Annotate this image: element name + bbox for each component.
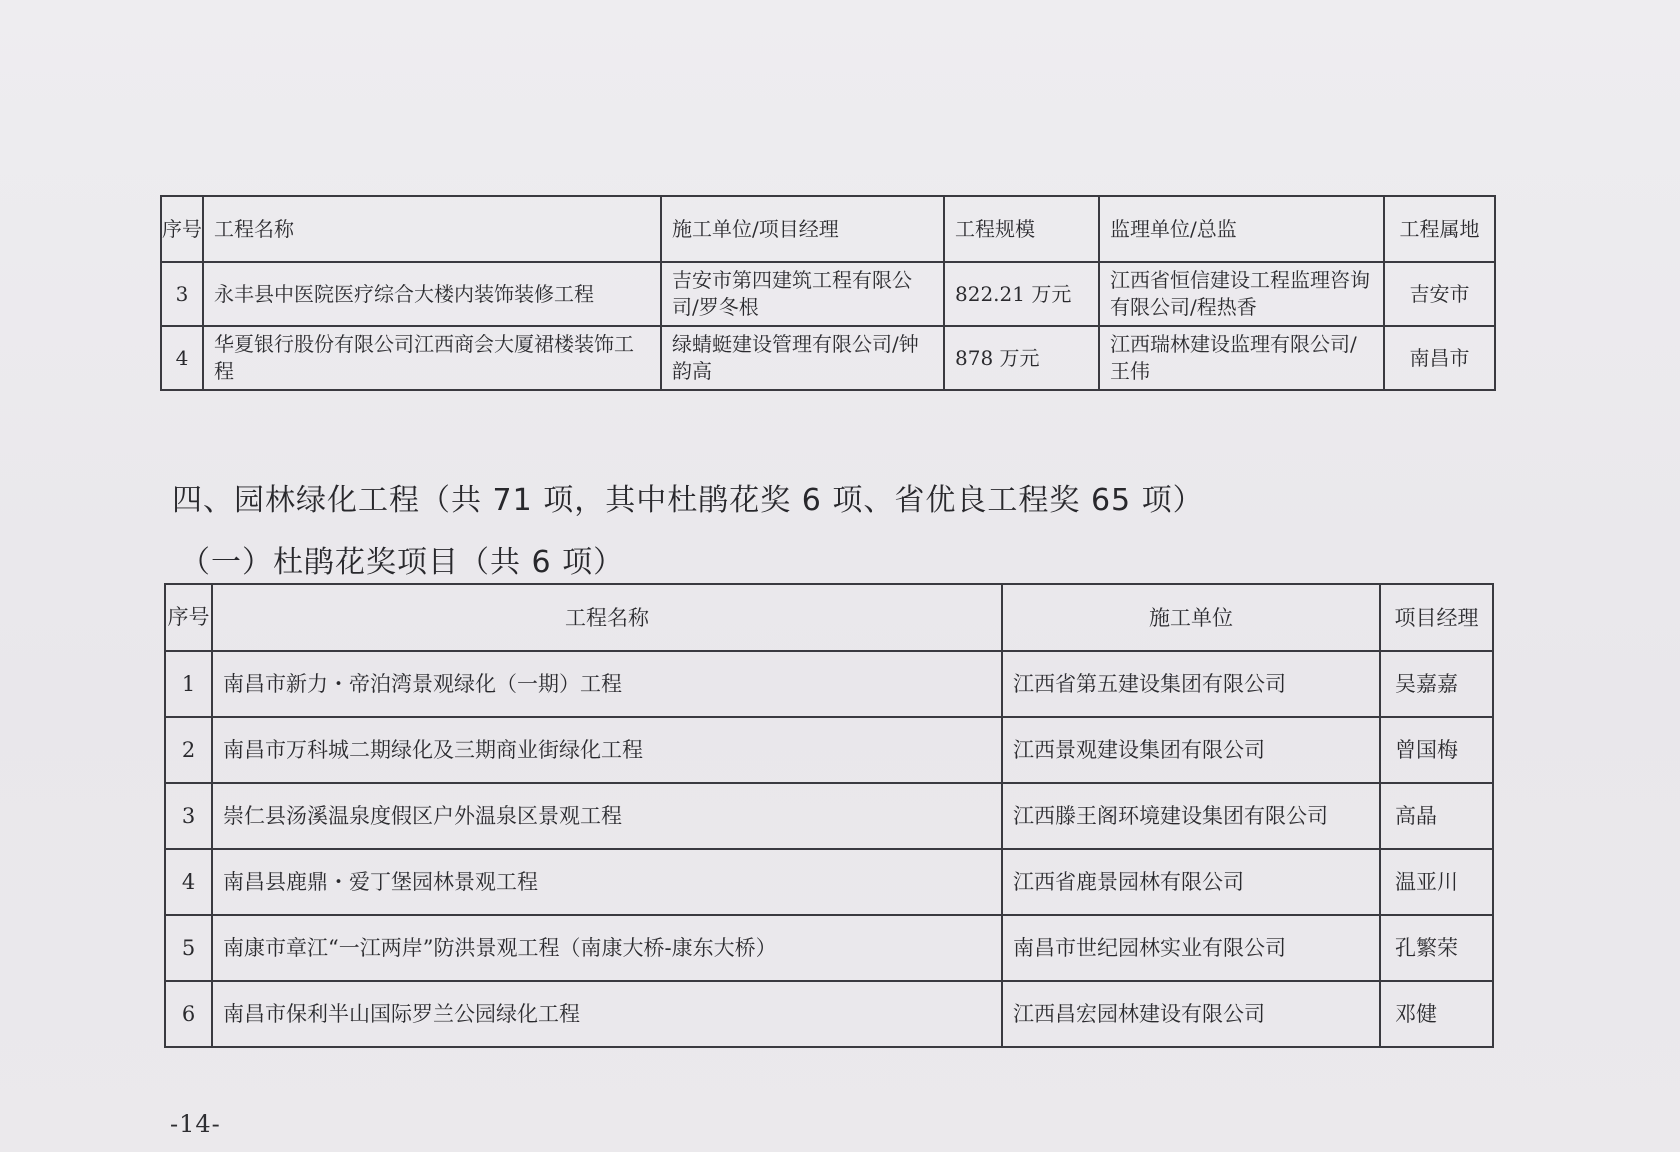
row-location: 南昌市 xyxy=(1384,326,1495,390)
row-seq: 2 xyxy=(165,717,212,783)
row-contractor: 江西昌宏园林建设有限公司 xyxy=(1002,981,1380,1047)
header-seq: 序号 xyxy=(161,196,203,262)
row-project-name: 南康市章江“一江两岸”防洪景观工程（南康大桥-康东大桥） xyxy=(212,915,1002,981)
row-manager: 高晶 xyxy=(1380,783,1493,849)
row-manager: 曾国梅 xyxy=(1380,717,1493,783)
row-project-name: 南昌市新力・帝泊湾景观绿化（一期）工程 xyxy=(212,651,1002,717)
row-seq: 3 xyxy=(165,783,212,849)
row-contractor: 江西省第五建设集团有限公司 xyxy=(1002,651,1380,717)
row-project-name: 南昌县鹿鼎・爱丁堡园林景观工程 xyxy=(212,849,1002,915)
row-manager: 吴嘉嘉 xyxy=(1380,651,1493,717)
row-manager: 温亚川 xyxy=(1380,849,1493,915)
row-seq: 4 xyxy=(165,849,212,915)
row-project-name: 南昌市保利半山国际罗兰公园绿化工程 xyxy=(212,981,1002,1047)
page-number: -14- xyxy=(170,1110,221,1138)
row-scale: 878 万元 xyxy=(944,326,1099,390)
row-contractor: 江西景观建设集团有限公司 xyxy=(1002,717,1380,783)
row-project-name: 南昌市万科城二期绿化及三期商业街绿化工程 xyxy=(212,717,1002,783)
table-row xyxy=(165,915,1493,981)
row-contractor: 绿蜻蜓建设管理有限公司/钟韵高 xyxy=(661,326,944,390)
row-seq: 6 xyxy=(165,981,212,1047)
row-seq: 1 xyxy=(165,651,212,717)
row-seq: 4 xyxy=(161,326,203,390)
row-contractor: 南昌市世纪园林实业有限公司 xyxy=(1002,915,1380,981)
table-row xyxy=(161,326,1495,390)
header-contractor: 施工单位/项目经理 xyxy=(661,196,944,262)
row-contractor: 江西省鹿景园林有限公司 xyxy=(1002,849,1380,915)
header-scale: 工程规模 xyxy=(944,196,1099,262)
row-supervisor: 江西瑞林建设监理有限公司/王伟 xyxy=(1099,326,1384,390)
table-row xyxy=(165,849,1493,915)
header-contractor: 施工单位 xyxy=(1002,584,1380,651)
row-contractor: 吉安市第四建筑工程有限公司/罗冬根 xyxy=(661,262,944,326)
row-scale: 822.21 万元 xyxy=(944,262,1099,326)
row-seq: 3 xyxy=(161,262,203,326)
header-supervisor: 监理单位/总监 xyxy=(1099,196,1384,262)
table-row xyxy=(165,651,1493,717)
table-row xyxy=(165,981,1493,1047)
row-project-name: 华夏银行股份有限公司江西商会大厦裙楼装饰工程 xyxy=(203,326,661,390)
table-row xyxy=(165,783,1493,849)
header-seq: 序号 xyxy=(165,584,212,651)
header-manager: 项目经理 xyxy=(1380,584,1493,651)
row-project-name: 崇仁县汤溪温泉度假区户外温泉区景观工程 xyxy=(212,783,1002,849)
table-row xyxy=(165,717,1493,783)
row-manager: 邓健 xyxy=(1380,981,1493,1047)
row-contractor: 江西滕王阁环境建设集团有限公司 xyxy=(1002,783,1380,849)
row-project-name: 永丰县中医院医疗综合大楼内装饰装修工程 xyxy=(203,262,661,326)
row-manager: 孔繁荣 xyxy=(1380,915,1493,981)
sub-heading: （一）杜鹃花奖项目（共 6 项） xyxy=(180,545,625,580)
table-header-row xyxy=(165,584,1493,651)
header-location: 工程属地 xyxy=(1384,196,1495,262)
table-row xyxy=(161,262,1495,326)
row-supervisor: 江西省恒信建设工程监理咨询有限公司/程热香 xyxy=(1099,262,1384,326)
header-project-name: 工程名称 xyxy=(212,584,1002,651)
header-project-name: 工程名称 xyxy=(203,196,661,262)
row-location: 吉安市 xyxy=(1384,262,1495,326)
row-seq: 5 xyxy=(165,915,212,981)
awards-table-decoration xyxy=(160,195,1496,391)
section-heading: 四、园林绿化工程（共 71 项，其中杜鹃花奖 6 项、省优良工程奖 65 项） xyxy=(172,483,1204,518)
table-header-row xyxy=(161,196,1495,262)
azalea-award-table xyxy=(164,583,1494,1048)
